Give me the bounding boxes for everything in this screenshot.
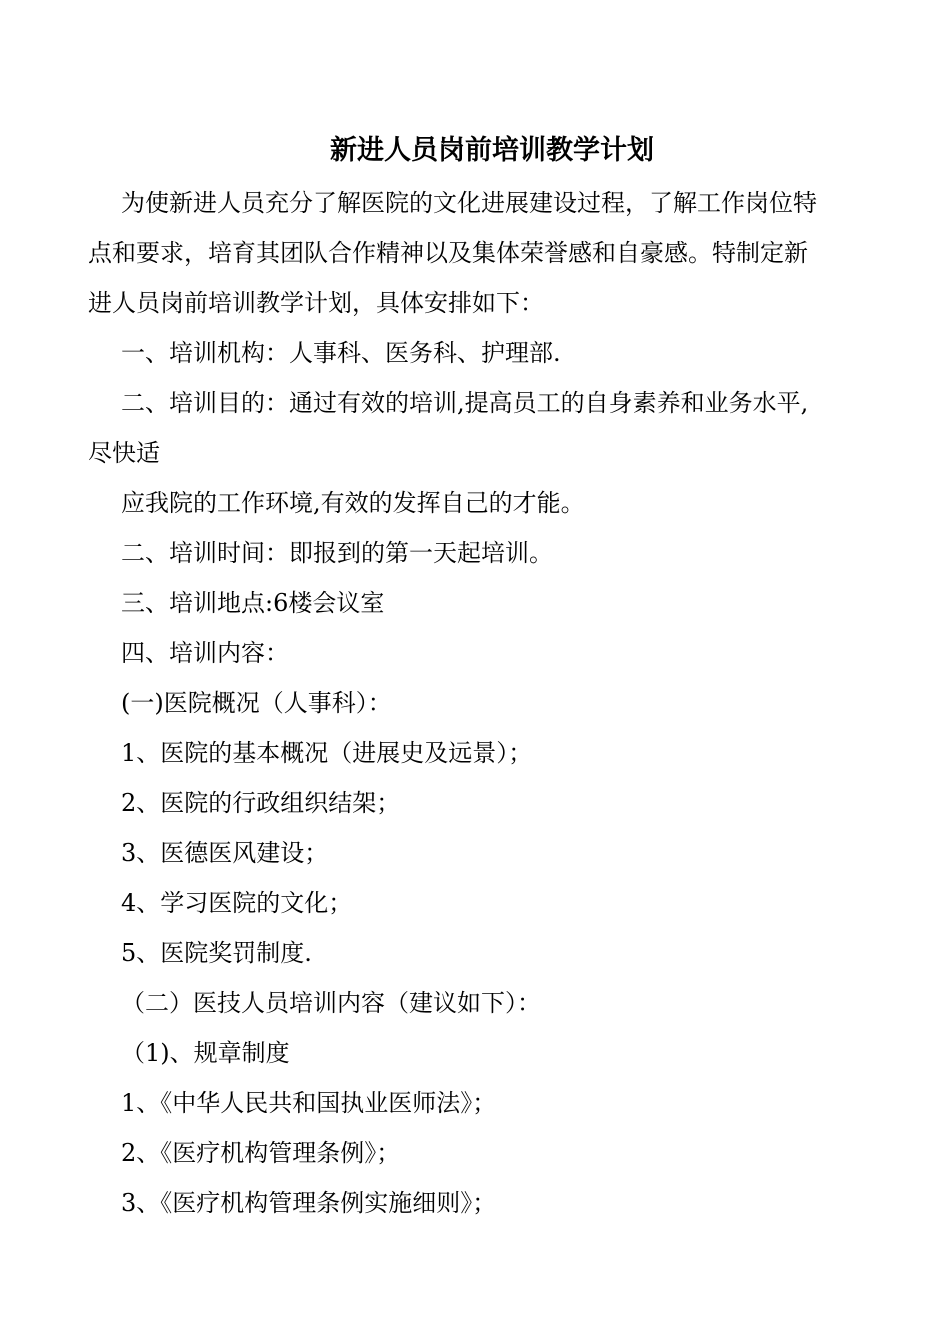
intro-line: 进人员岗前培训教学计划，具体安排如下： — [88, 289, 544, 317]
section-training-goal: 二、培训目的：通过有效的培训,提高员工的自身素养和业务水平, — [121, 389, 809, 417]
document-title: 新进人员岗前培训教学计划 — [330, 135, 654, 166]
list-item: 3、《医疗机构管理条例实施细则》； — [121, 1189, 497, 1217]
list-item: 1、《中华人民共和国执业医师法》； — [121, 1089, 497, 1117]
subsection-hospital-overview: (一)医院概况（人事科）： — [121, 689, 392, 717]
section-training-goal-cont: 应我院的工作环境,有效的发挥自己的才能。 — [121, 489, 585, 517]
subsection-medtech-training: （二）医技人员培训内容（建议如下）： — [121, 989, 541, 1017]
section-training-time: 二、培训时间：即报到的第一天起培训。 — [121, 539, 553, 567]
list-item: 2、《医疗机构管理条例》； — [121, 1139, 401, 1167]
subsection-regulations: （1)、规章制度 — [121, 1039, 290, 1067]
document-body — [88, 178, 864, 1228]
list-item: 3、医德医风建设； — [121, 839, 329, 867]
intro-line: 为使新进人员充分了解医院的文化进展建设过程，了解工作岗位特 — [121, 189, 817, 217]
list-item: 2、医院的行政组织结架； — [121, 789, 401, 817]
list-item: 4、学习医院的文化； — [121, 889, 353, 917]
list-item: 1、医院的基本概况（进展史及远景）； — [121, 739, 533, 767]
intro-line: 点和要求，培育其团队合作精神以及集体荣誉感和自豪感。特制定新 — [88, 239, 808, 267]
section-training-goal-cont: 尽快适 — [88, 439, 160, 467]
section-training-location: 三、培训地点:6楼会议室 — [121, 589, 385, 617]
list-item: 5、医院奖罚制度. — [121, 939, 312, 967]
section-training-content: 四、培训内容： — [121, 639, 289, 667]
section-training-org: 一、培训机构：人事科、医务科、护理部. — [121, 339, 561, 367]
